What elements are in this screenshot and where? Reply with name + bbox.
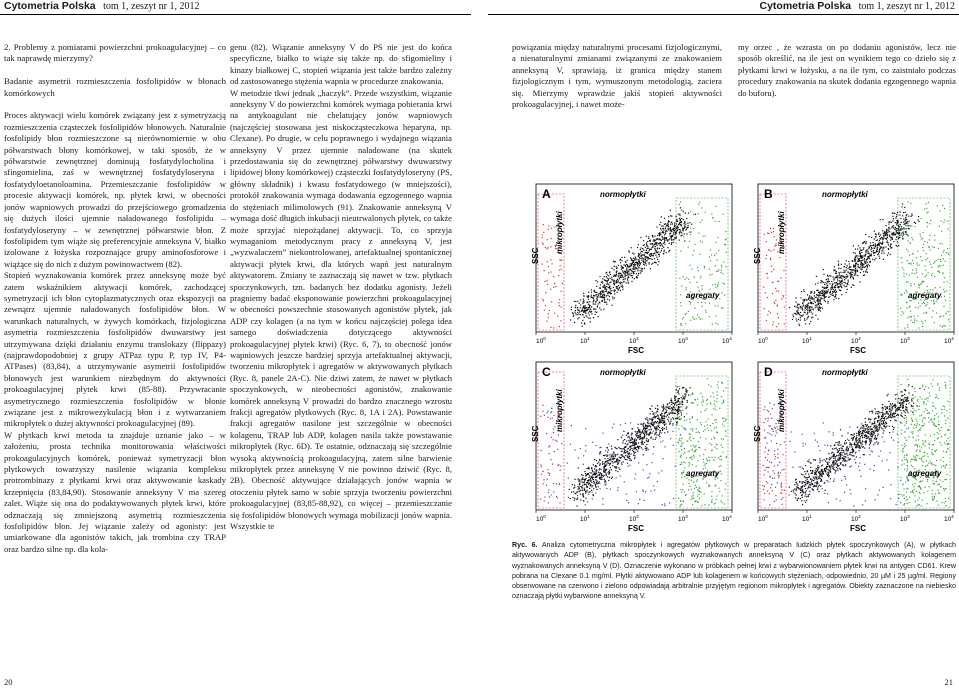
x-tick-label: $10^0$	[758, 514, 768, 523]
x-tick-label: $10^4$	[722, 336, 732, 345]
paragraph: Proces aktywacji wielu komórek związany jest z symetryzacją rozmieszczenia cząsteczek fosfolipidów błonowych. Naturalnie fosfolipidy błon rozmieszczone są nierównomiernie w obu półwarstwach błony komórkowej, w taki sposób, że w półwarstwie zewnętrznej dominują fosfatydylocholina i sfingomielina, zaś w wewnętrznej fosfatydyloseryna i fosfatydyloetanoloamina. Przemieszczanie fosfolipidów w procesie aktywacji komórek, np. płytek krwi, w obecności jonów wapniowych prowadzi do przejściowego gromadzenia się dużych ilości ujemnie naładowanego fosfolipidu – fosfatydyloseryny – w zewnętrznej półwarstwie błon. Z fosfolipidem tym wiąże się preferencyjnie anneksyna V, białko izolowane z łożyska rozpoznające grupy aminofosforowe i wiążące się do nich z dużym powinowactwem (82).	[4, 110, 226, 269]
journal-title: Cytometria Polska	[4, 0, 96, 12]
label-mikropłytki: mikropłytki	[555, 389, 564, 432]
x-tick-label: $10^3$	[678, 514, 688, 523]
subsection-heading: Badanie asymetrii rozmieszczenia fosfolipidów w błonach komórkowych	[4, 76, 226, 98]
label-normopłytki: normopłytki	[600, 190, 646, 199]
journal-title: Cytometria Polska	[759, 0, 852, 12]
axis-fsc: FSC	[850, 346, 866, 355]
label-agregaty: agregaty	[686, 291, 720, 300]
section-heading: 2. Problemy z pomiarami powierzchni prokoagulacyjnej – co tak naprawdę mierzymy?	[4, 42, 226, 64]
x-tick-label: $10^0$	[758, 336, 768, 345]
plot-frame	[536, 362, 732, 510]
running-header-left	[4, 0, 200, 13]
panel-letter: D	[764, 365, 773, 379]
issue-info: tom 1, zeszyt nr 1, 2012	[858, 1, 955, 12]
panel-letter: C	[542, 365, 551, 379]
panel-letter: A	[542, 187, 551, 201]
axis-fsc: FSC	[850, 524, 866, 533]
x-tick-label: $10^2$	[629, 514, 639, 523]
axis-fsc: FSC	[628, 346, 644, 355]
x-tick-label: $10^2$	[851, 336, 861, 345]
page-number-left: 20	[4, 677, 13, 687]
x-tick-label: $10^0$	[536, 514, 546, 523]
caption-text: Analiza cytometryczna mikropłytek i agregatów płytkowych w preparatach ludzkich płytek spoczynkowych (A), w płytkach aktywowanych ADP (B), płytkach spoczynkowych wyznakowanych anneksyną V (C) oraz płytkach aktywowanych kolagenem wyznakowanych anneksyną V (D). Oznaczenie wykonano w próbkach pełnej krwi z wybarwionowaniem płytek krwi na antygen CD61. Krew pobrana na Clexane 0.1 mg/ml. Płytki aktywowano ADP lub kolagenem w końcowych stężeniach, odpowiednio, 20 µM i 25 µg/ml. Regiony obserwowane na czerwono i zielono odpowiadają arbitralnie przyjętym regionom mikropłytek i agregatów. Obiekty zaznaczone na niebiesko oznaczają płytki wybarwione anneksyną V.	[512, 541, 956, 601]
text-column-1	[4, 42, 226, 672]
x-tick-label: $10^3$	[900, 514, 910, 523]
x-tick-label: $10^3$	[678, 336, 688, 345]
header-rule-right	[488, 14, 959, 15]
header-rule-left	[0, 14, 471, 15]
label-agregaty: agregaty	[686, 469, 720, 478]
x-tick-label: $10^4$	[722, 514, 732, 523]
paragraph: Stopień wyznakowania komórek przez anneksynę może być zatem wskaźnikiem aktywacji komórek, zachodzącej symetryzacji ich błon cytoplazmatycznych oraz ekspozycji na zewnątrz ujemnie naładowanych fosfolipidów błon. W warunkach naturalnych, w żywych komórkach, fizjologiczna asymetria rozmieszczenia fosfolipidów dwuwarstwy jest utrzymywana dzięki działaniu enzymu translokazy (flippazy) (najprawdopodobniej z grupy ATPaz typu P, typ IV, P4-ATPases) (83,84), a utrzymywanie asymetrii fosfolipidów błonowych jest warunkiem niezbędnym do aktywności prokoagulacyjnej płytek krwi (85-88). Przywracanie asymetrycznego rozmieszczenia fosfolipidów w błonie związane jest z mikrowezykulacją błon i z wytwarzaniem mikropłytek o dużej aktywności prokoagulacyjnej (89).	[4, 270, 226, 429]
x-tick-label: $10^3$	[900, 336, 910, 345]
issue-info: tom 1, zeszyt nr 1, 2012	[103, 1, 200, 12]
page-number-right: 21	[944, 677, 953, 687]
axis-ssc: SSC	[531, 425, 540, 442]
axis-ssc: SSC	[753, 425, 762, 442]
axis-ssc: SSC	[531, 247, 540, 264]
caption-label: Ryc. 6.	[512, 541, 538, 549]
text-column-4	[738, 42, 956, 144]
text-column-2	[230, 42, 452, 672]
text-column-3	[512, 42, 722, 144]
x-tick-label: $10^1$	[580, 336, 590, 345]
label-agregaty: agregaty	[908, 469, 942, 478]
x-tick-label: $10^1$	[802, 514, 812, 523]
figure-caption	[512, 540, 956, 602]
x-tick-label: $10^2$	[851, 514, 861, 523]
x-tick-label: $10^0$	[536, 336, 546, 345]
label-mikropłytki: mikropłytki	[777, 389, 786, 432]
label-mikropłytki: mikropłytki	[555, 211, 564, 254]
axis-ssc: SSC	[753, 247, 762, 264]
label-agregaty: agregaty	[908, 291, 942, 300]
label-normopłytki: normopłytki	[822, 368, 868, 377]
label-normopłytki: normopłytki	[600, 368, 646, 377]
x-tick-label: $10^4$	[944, 514, 954, 523]
paragraph: W metodzie tkwi jednak „haczyk”. Przede wszystkim, wiązanie anneksyny V do powierzchni komórek wymaga pobierania krwi na antykoagulant nie chelatujący jonów wapniowych (najczęściej stosowana jest niskocząsteczkowa heparyna, np. Clexane). Po drugie, w celu poprawnego i wydajnego wiązania anneksyny V przez ujemnie naładowane (na skutek przedostawania się do zewnętrznej półwarstwy dwuwarstwy lipidowej błony komórkowej) cząsteczki fosfatydyloseryny (PS, główny składnik) i kwasu fosfatydowego (w mniejszości), protokół znakowania wymaga dodawania egzogennego wapnia do stężeniach milimolowych (91). Znakowanie anneksyną V wymaga dość długich inkubacji nieutrwalonych płytek, co także może sprzyjać niepożądanej aktywacji. To, co sprzyja wymaganiom metodycznym pracy z anneksyną V, jest „wyzwalaczem” niekontrolowanej, artefaktualnej spontanicznej aktywacji płytek krwi, dla których wapń jest naturalnym aktywatorem. Zmiany te zaznaczają się nawet w tzw. płytkach spoczynkowych, tzn. badanych bez dodatku agonisty. Jeżeli pragniemy badać eksponowanie powierzchni prokoagulacyjnej w obecności powszechnie stosowanych agonistów płytek, jak ADP czy kolagen (a na tym w końcu najczęściej polega idea samego doświadczenia dotyczącego aktywności prokoagulacyjnej płytek krwi) (Ryc. 6, 7), to obecność jonów wapniowych jeszcze bardziej sprzyja artefaktualnej aktywacji, tworzeniu mikropłytek i agregatów w aktywowanych płytkach (Ryc. 8, panele 2A-C). Nie dziwi zatem, że nawet w płytkach spoczynkowych, w nieobecności agonistów, znakowanie komórek anneksyną V prowadzi do bardzo znacznego wzrostu frakcji agregatów płytkowych (Ryc. 8, 1A i 2A). Powstawanie frakcji agregatów nasilone jest szczególnie w obecności kolagenu, TRAP lub ADP, kolagen nasila także powstawanie mikropłytek (Ryc. 6D). Te ostatnie, odznaczają się szczególnie wysoką aktywnością prokoagulacyjną, zatem silne barwienie mikropłytek przez anneksynę V nie powinno dziwić (Ryc. 8, 2B). Obecność aktywujące działających jonów wapnia w otoczeniu płytek samo w sobie sprzyja tworzeniu powierzchni prokoagulacyjnej (83,85-88,92), co więcej – przemieszczanie się fosfolipidów błonowych wymaga mobilizacji jonów wapnia. Wszystkie te	[230, 87, 452, 532]
paragraph: powiązania między naturalnymi procesami fizjologicznymi, a nienaturalnymi zmianami związanymi ze znakowaniem anneksyną V, sprawiają, iż granica między stanem fizjologicznym i tym, wymuszonym metodologią, zaciera się. Mierzymy wprawdzie jakiś stopień aktywności prokoagulacyjnej, i nawet może-	[512, 42, 722, 110]
axis-fsc: FSC	[628, 524, 644, 533]
label-normopłytki: normopłytki	[822, 190, 868, 199]
paragraph: my orzec , że wzrasta on po dodaniu agonistów, lecz nie sposób określić, na ile jest on wynikiem tego co dzieło się z płytkami krwi w łożysku, a na ile tym, co zaistniało podczas procedury znakowania na skutek dodania egzogennego wapnia do buforu).	[738, 42, 956, 98]
x-tick-label: $10^1$	[802, 336, 812, 345]
label-mikropłytki: mikropłytki	[777, 211, 786, 254]
figure-flow-cytometry	[508, 176, 956, 534]
paragraph: genu (82). Wiązanie anneksyny V do PS nie jest do końca specyficzne, białko to wiąże się także np. do sfigomieliny i kinazy białkowej C, stopień wiązania jest także bardzo zależny od zastosowanego stężenia wapnia w procedurze znakowania.	[230, 42, 452, 87]
x-tick-label: $10^2$	[629, 336, 639, 345]
x-tick-label: $10^4$	[944, 336, 954, 345]
paragraph: W płytkach krwi metoda ta znajduje uznanie jako – w założeniu, prosta technika monitorowania właściwości prokoagulacyjnych komórek, ponieważ symetryzacji błon płytkowych towarzyszy nasilenie wiązania kompleksu protrombinazy z płytkami krwi oraz aktywowanie kaskady krzepnięcia (83,84,90). Stosowanie anneksyny V ma szereg zalet. Wiąże się ona do podaktywowanych płytek krwi, które odznaczają się zmniejszoną asymetrią rozmieszczenia fosfolipidów błon. Jej wiązanie zależy od agonisty: jest umiarkowane dla agonistów takich, jak trombina czy TRAP oraz bardzo silne np. dla kola-	[4, 429, 226, 554]
panel-letter: B	[764, 187, 773, 201]
x-tick-label: $10^1$	[580, 514, 590, 523]
running-header-right	[760, 0, 956, 13]
